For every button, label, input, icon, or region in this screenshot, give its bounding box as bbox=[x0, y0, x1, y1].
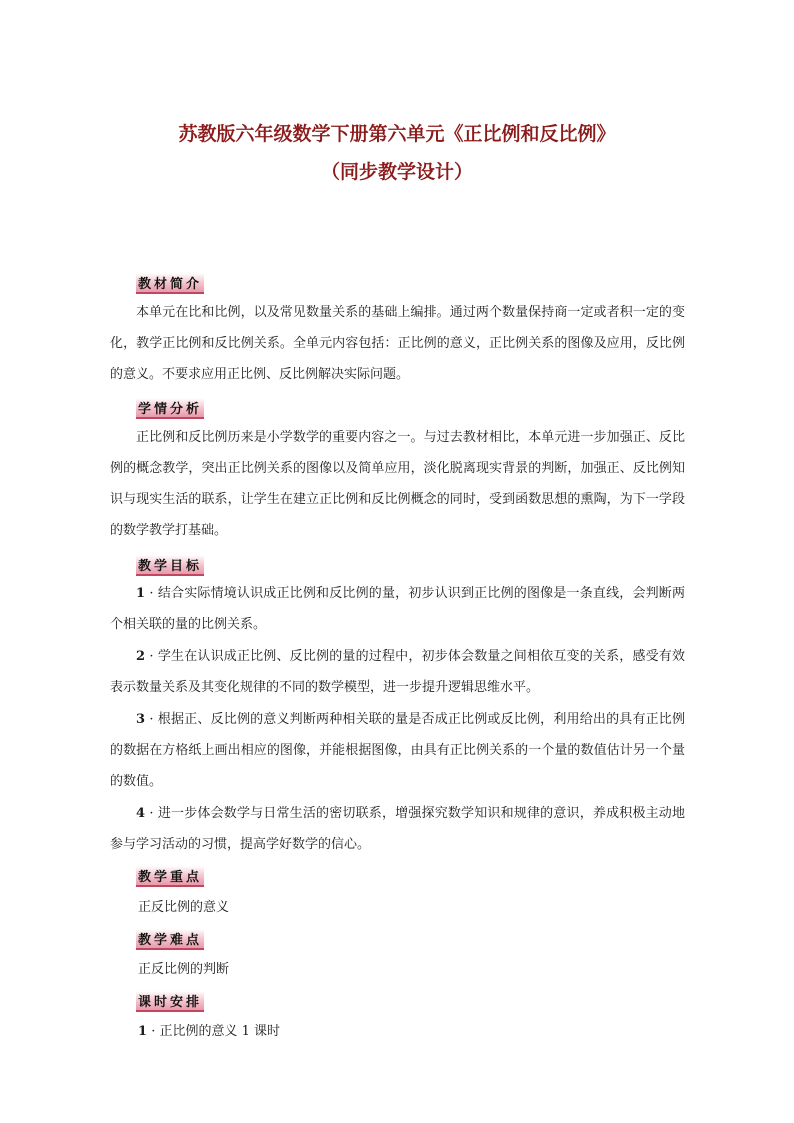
goal-number: 1 bbox=[136, 586, 146, 601]
document-title: 苏教版六年级数学下册第六单元《正比例和反比例》 bbox=[178, 123, 616, 145]
goal-item-1 bbox=[110, 578, 685, 640]
goal-number: 2 bbox=[136, 649, 146, 664]
intro-paragraph: 本单元在比和比例，以及常见数量关系的基础上编排。通过两个数量保持商一定或者积一定的变化，教学正比例和反比例关系。全单元内容包括：正比例的意义，正比例关系的图像及应用，反比例的意义。不要求应用正比例、反比例解决实际问题。 bbox=[110, 305, 685, 382]
section-tag-key-points: 教学重点 bbox=[136, 866, 204, 887]
goal-number: 4 bbox=[136, 806, 146, 821]
schedule-separator: · bbox=[151, 1024, 156, 1039]
goal-number: 3 bbox=[136, 712, 146, 727]
goal-item-4 bbox=[110, 798, 685, 860]
section-tag-difficulties: 教学难点 bbox=[136, 929, 204, 950]
goal-text: 学生在认识成正比例、反比例的量的过程中，初步体会数量之间相依互变的关系，感受有效表示数量关系及其变化规律的不同的数学模型，进一步提升逻辑思维水平。 bbox=[110, 649, 685, 695]
goal-item-3 bbox=[110, 704, 685, 797]
section-tag-goals: 教学目标 bbox=[136, 555, 204, 576]
document-subtitle: （同步教学设计） bbox=[320, 161, 473, 183]
goal-separator: · bbox=[149, 712, 154, 727]
section-tag-intro: 教材简介 bbox=[136, 273, 204, 294]
goal-text: 进一步体会数学与日常生活的密切联系，增强探究数学知识和规律的意识，养成积极主动地参与学习活动的习惯，提高学好数学的信心。 bbox=[110, 806, 685, 852]
schedule-item-1 bbox=[138, 1022, 280, 1042]
analysis-paragraph: 正比例和反比例历来是小学数学的重要内容之一。与过去教材相比，本单元进一步加强正、反比例的概念教学，突出正比例关系的图像以及简单应用，淡化脱离现实背景的判断，加强正、反比例知识与现实生活的联系，让学生在建立正比例和反比例概念的同时，受到函数思想的熏陶，为下一学段的数学教学打基础。 bbox=[110, 430, 685, 538]
section-tag-analysis: 学情分析 bbox=[136, 398, 204, 419]
schedule-text: 正比例的意义 1 课时 bbox=[159, 1024, 281, 1039]
goal-text: 结合实际情境认识成正比例和反比例的量，初步认识到正比例的图像是一条直线，会判断两个相关联的量的比例关系。 bbox=[110, 586, 685, 632]
section-tag-schedule: 课时安排 bbox=[136, 991, 204, 1012]
goal-separator: · bbox=[149, 586, 154, 601]
goal-separator: · bbox=[149, 806, 154, 821]
goal-separator: · bbox=[149, 649, 154, 664]
schedule-number: 1 bbox=[138, 1024, 148, 1039]
difficulties-text: 正反比例的判断 bbox=[138, 962, 230, 977]
goal-text: 根据正、反比例的意义判断两种相关联的量是否成正比例或反比例，利用给出的具有正比例的数据在方格纸上画出相应的图像，并能根据图像，由具有正比例关系的一个量的数值估计另一个量的数值。 bbox=[110, 712, 685, 789]
key-points-text: 正反比例的意义 bbox=[138, 900, 230, 915]
goal-item-2 bbox=[110, 641, 685, 703]
